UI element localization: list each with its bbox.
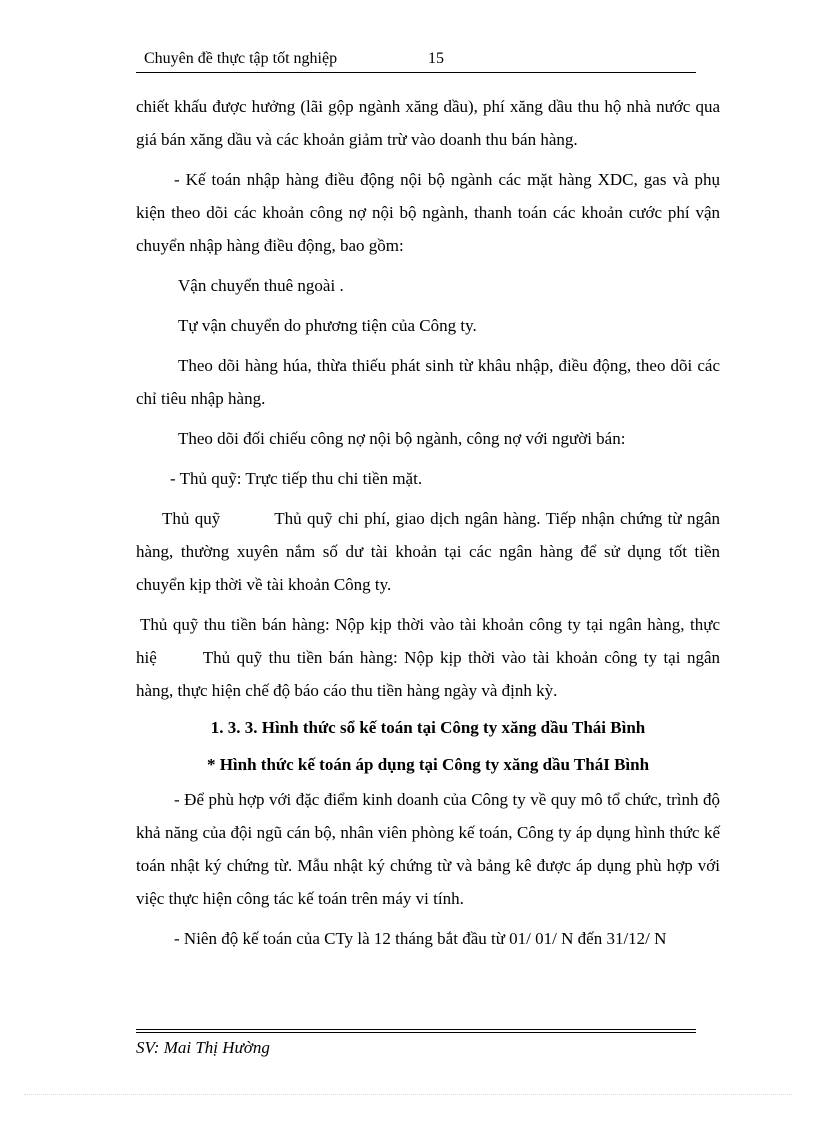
footer-author: SV: Mai Thị Hường (136, 1038, 270, 1057)
paragraph: - Thủ quỹ: Trực tiếp thu chi tiền mặt. (170, 469, 423, 488)
paragraph: - Kế toán nhập hàng điều động nội bộ ngành các mặt hàng XDC, gas và phụ kiện theo dõi các khoản công nợ nội bộ ngành, thanh toán các khoản cước phí vận chuyển nhập hàng điều động, bao gồm: (136, 170, 720, 255)
paragraph: Theo dõi hàng húa, thừa thiếu phát sinh từ khâu nhập, điều động, theo dõi các chỉ tiêu nhập hàng. (136, 356, 720, 408)
paragraph: - Niên độ kế toán của CTy là 12 tháng bắt đầu từ 01/ 01/ N đến 31/12/ N (174, 929, 667, 948)
subsection-heading: * Hình thức kế toán áp dụng tại Công ty xăng dầu TháI Bình (206, 755, 650, 774)
page-body (136, 90, 720, 955)
page-edge-divider (24, 1094, 792, 1095)
section-heading: 1. 3. 3. Hình thức sổ kế toán tại Công ty xăng dầu Thái Bình (210, 718, 646, 737)
paragraph-text: Thủ quỹ chi phí, giao dịch ngân hàng. Tiếp nhận chứng từ ngân hàng, thường xuyên nắm số dư tài khoản tại các ngân hàng để sử dụng tốt tiền chuyển kịp thời về tài khoản Công ty. (136, 509, 720, 594)
paragraph: Theo dõi đối chiếu công nợ nội bộ ngành, công nợ với người bán: (178, 429, 626, 448)
paragraph: Tự vận chuyển do phương tiện của Công ty. (178, 316, 477, 335)
paragraph (136, 608, 720, 707)
paragraph-lead: Thủ quỹ thu tiền bán hàng: Nộp kịp thời vào tài khoản công ty tại ngân hàng, thực hiệ (136, 615, 720, 667)
header-rule (136, 72, 696, 73)
footer-rule (136, 1032, 696, 1033)
paragraph-text: Thủ quỹ thu tiền bán hàng: Nộp kịp thời vào tài khoản công ty tại ngân hàng, thực hiện chế độ báo cáo thu tiền hàng ngày và định kỳ. (136, 648, 720, 700)
footer-rule (136, 1029, 696, 1030)
document-title: Chuyên đề thực tập tốt nghiệp (144, 50, 338, 67)
paragraph: - Để phù hợp với đặc điểm kinh doanh của Công ty về quy mô tổ chức, trình độ khả năng của đội ngũ cán bộ, nhân viên phòng kế toán, Công ty áp dụng hình thức kế toán nhật ký chứng từ. Mẫu nhật ký chứng từ và bảng kê được áp dụng phù hợp với việc thực hiện công tác kế toán trên máy vi tính. (136, 790, 720, 908)
paragraph: Vận chuyển thuê ngoài . (178, 276, 344, 295)
paragraph: chiết khấu được hưởng (lãi gộp ngành xăng dầu), phí xăng dầu thu hộ nhà nước qua giá bán xăng dầu và các khoản giảm trừ vào doanh thu bán hàng. (136, 97, 720, 149)
paragraph (136, 502, 720, 601)
page-header (136, 50, 696, 72)
page-number: 15 (428, 50, 444, 67)
paragraph-lead: Thủ quỹ (162, 509, 221, 528)
